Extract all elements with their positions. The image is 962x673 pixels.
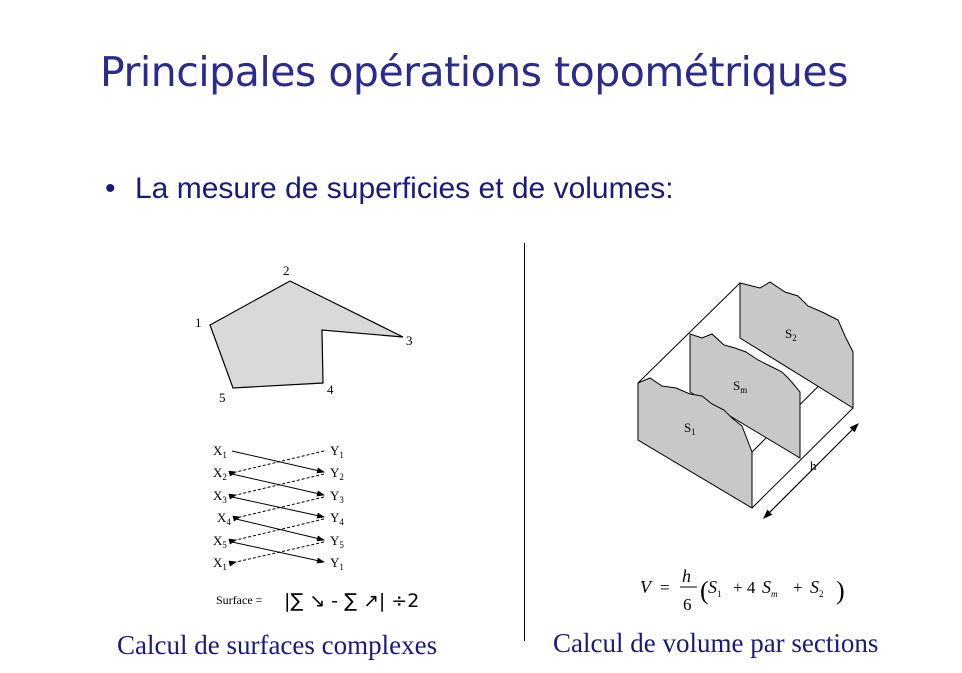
- surface-label: Surface =: [216, 593, 263, 607]
- polygon-shape: [210, 281, 403, 388]
- svg-text:=: =: [660, 578, 670, 597]
- volume-sections-diagram: [638, 282, 858, 614]
- x-label: $X_4$: [217, 510, 231, 527]
- y-label: $Y_4$: [330, 510, 344, 527]
- svg-text:Sm: $S_m$: [762, 577, 778, 599]
- vertex-label-2: 2: [283, 263, 290, 278]
- volume-formula: [640, 566, 845, 614]
- caption-right: Calcul de volume par sections: [553, 628, 879, 658]
- x-label: $X_3$: [213, 488, 227, 505]
- x-label: $X_5$: [213, 533, 227, 550]
- caption-left: Calcul de surfaces complexes: [117, 630, 438, 660]
- svg-text:h: h: [682, 566, 691, 586]
- y-label: $Y_5$: [330, 533, 344, 550]
- svg-text:6: 6: [683, 595, 692, 614]
- svg-text:): ): [836, 576, 845, 605]
- vertex-label-1: 1: [195, 315, 202, 330]
- section-label-sm: $S_m$: [733, 378, 748, 395]
- y-label: $Y_1$: [330, 443, 344, 460]
- x-label: $X_1$: [213, 443, 227, 460]
- bullet-symbol: •: [105, 172, 116, 205]
- vertex-label-3: 3: [406, 333, 413, 348]
- surface-formula: |∑ ↘ - ∑ ↗| ÷2: [284, 590, 420, 612]
- x-label: $X_2$: [213, 465, 227, 482]
- y-label: $Y_2$: [330, 465, 344, 482]
- svg-text:S1: $S_1$: [708, 577, 722, 599]
- svg-text:+ 4: + 4: [733, 578, 756, 597]
- svg-text:V: V: [640, 577, 651, 597]
- height-label: h: [810, 458, 817, 473]
- vertex-label-5: 5: [219, 390, 226, 405]
- svg-text:+: +: [793, 578, 803, 597]
- y-label: $Y_3$: [330, 488, 344, 505]
- y-label: $Y_1$: [330, 555, 344, 572]
- x-label: $X_1$: [213, 555, 227, 572]
- slide-title: Principales opérations topométriques: [100, 48, 848, 96]
- polygon-diagram: [195, 263, 413, 405]
- svg-text:S2: $S_2$: [810, 577, 824, 599]
- vertex-label-4: 4: [327, 382, 334, 397]
- bullet-text: La mesure de superficies et de volumes:: [135, 172, 674, 205]
- svg-text:(: (: [700, 576, 709, 605]
- section-label-s2: $S_2$: [785, 326, 797, 343]
- section-label-s1: $S_1$: [684, 420, 696, 437]
- cross-multiplication-scheme: [213, 443, 419, 612]
